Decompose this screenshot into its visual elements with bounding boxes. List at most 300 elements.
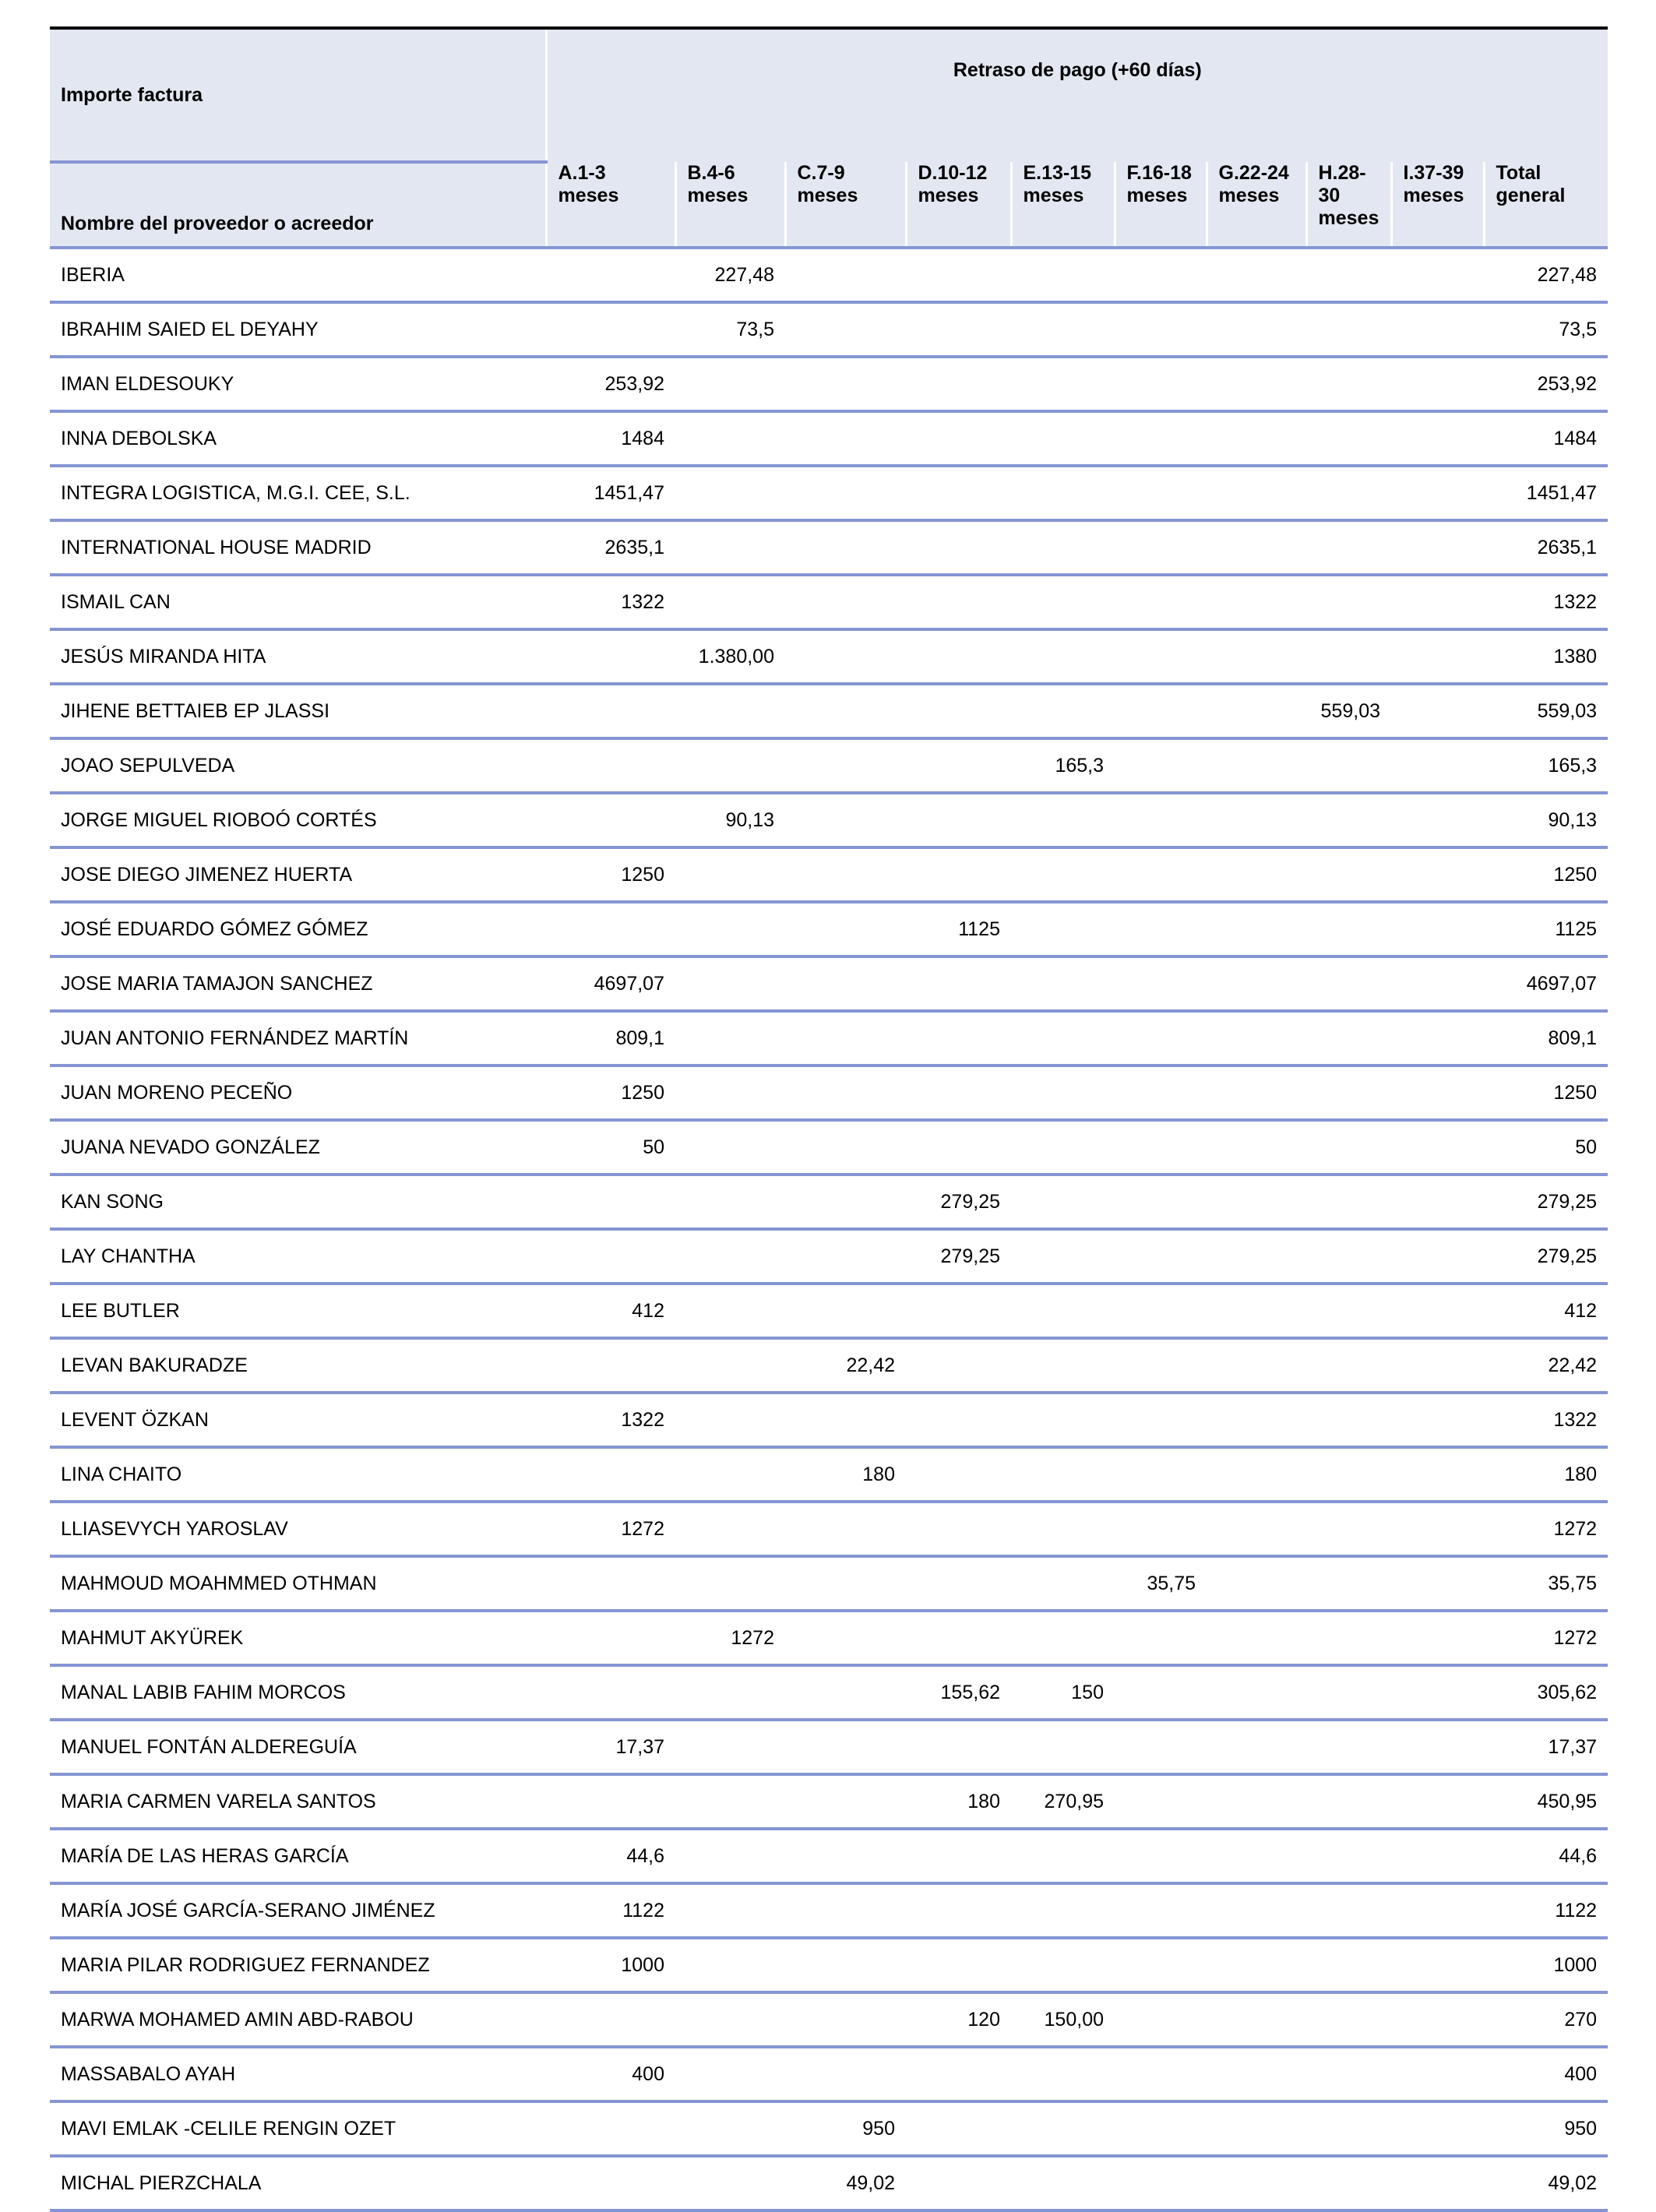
- amount-cell: [675, 575, 785, 629]
- amount-cell: 559,03: [1484, 684, 1608, 738]
- table-row: [50, 520, 1608, 575]
- amount-cell: [675, 1393, 785, 1447]
- amount-cell: [1115, 302, 1207, 357]
- amount-cell: [1306, 1774, 1391, 1829]
- table-row: [50, 738, 1608, 793]
- amount-cell: 279,25: [1484, 1229, 1608, 1284]
- amount-cell: [1115, 520, 1207, 575]
- amount-cell: [675, 1720, 785, 1774]
- table-row: [50, 1393, 1608, 1447]
- amount-cell: [1306, 1011, 1391, 1065]
- amount-cell: [1207, 1556, 1306, 1611]
- amount-cell: [906, 738, 1011, 793]
- amount-cell: [1115, 684, 1207, 738]
- amount-cell: [785, 847, 906, 902]
- column-header-line: meses: [1126, 185, 1188, 206]
- amount-cell: [1391, 956, 1484, 1011]
- amount-cell: [1391, 847, 1484, 902]
- table-row: [50, 1992, 1608, 2047]
- amount-cell: [906, 466, 1011, 520]
- amount-cell: [1306, 1992, 1391, 2047]
- column-header: [1306, 162, 1391, 248]
- column-header-line: C.7-9: [797, 162, 845, 184]
- supplier-name-cell: MARÍA DE LAS HERAS GARCÍA: [50, 1829, 546, 1883]
- amount-cell: 1250: [546, 847, 675, 902]
- amount-cell: [785, 2047, 906, 2101]
- table-row: [50, 2047, 1608, 2101]
- amount-cell: [1115, 466, 1207, 520]
- amount-cell: [1207, 902, 1306, 956]
- table-row: [50, 1065, 1608, 1120]
- proveedor-header: Nombre del proveedor o acreedor: [50, 162, 546, 248]
- amount-cell: [1115, 629, 1207, 684]
- amount-cell: [1306, 1338, 1391, 1393]
- amount-cell: [1011, 1556, 1115, 1611]
- amount-cell: 90,13: [675, 793, 785, 847]
- amount-cell: [1011, 1611, 1115, 1665]
- amount-cell: [1391, 684, 1484, 738]
- amount-cell: [675, 956, 785, 1011]
- amount-cell: 17,37: [546, 1720, 675, 1774]
- amount-cell: [675, 684, 785, 738]
- amount-cell: [785, 1665, 906, 1720]
- amount-cell: [1115, 1611, 1207, 1665]
- amount-cell: [1306, 1938, 1391, 1992]
- amount-cell: [1011, 956, 1115, 1011]
- amount-cell: [785, 1011, 906, 1065]
- amount-cell: [675, 1229, 785, 1284]
- amount-cell: 1250: [1484, 847, 1608, 902]
- column-header-line: 30: [1318, 185, 1341, 206]
- amount-cell: [1207, 357, 1306, 411]
- amount-cell: [546, 1556, 675, 1611]
- column-header-line: F.16-18: [1126, 162, 1192, 184]
- amount-cell: [1115, 1502, 1207, 1556]
- amount-cell: [1115, 1065, 1207, 1120]
- amount-cell: [1207, 2047, 1306, 2101]
- amount-cell: [1306, 847, 1391, 902]
- supplier-name-cell: IMAN ELDESOUKY: [50, 357, 546, 411]
- amount-cell: [1391, 302, 1484, 357]
- amount-cell: [1115, 1720, 1207, 1774]
- amount-cell: 279,25: [1484, 1175, 1608, 1229]
- amount-cell: [1306, 956, 1391, 1011]
- amount-cell: [546, 2156, 675, 2210]
- column-header-line: meses: [1023, 185, 1084, 206]
- amount-cell: [785, 1611, 906, 1665]
- amount-cell: [1391, 629, 1484, 684]
- amount-cell: [1306, 575, 1391, 629]
- amount-cell: [1207, 1665, 1306, 1720]
- supplier-name-cell: JOSÉ EDUARDO GÓMEZ GÓMEZ: [50, 902, 546, 956]
- table-row: [50, 1556, 1608, 1611]
- amount-cell: 1.380,00: [675, 629, 785, 684]
- amount-cell: [1207, 520, 1306, 575]
- amount-cell: [1207, 1229, 1306, 1284]
- table-row: [50, 466, 1608, 520]
- amount-cell: [546, 1338, 675, 1393]
- column-header-line: Total: [1496, 162, 1541, 184]
- amount-cell: [1115, 1883, 1207, 1938]
- amount-cell: [1115, 902, 1207, 956]
- amount-cell: 253,92: [1484, 357, 1608, 411]
- amount-cell: 559,03: [1306, 684, 1391, 738]
- table-row: [50, 956, 1608, 1011]
- header-row-columns: [50, 162, 1608, 248]
- table-row: [50, 1175, 1608, 1229]
- amount-cell: [1306, 1175, 1391, 1229]
- amount-cell: [906, 357, 1011, 411]
- amount-cell: [675, 1338, 785, 1393]
- amount-cell: [1207, 248, 1306, 302]
- column-header: [1115, 162, 1207, 248]
- amount-cell: 4697,07: [546, 956, 675, 1011]
- amount-cell: [1391, 1829, 1484, 1883]
- amount-cell: 1125: [1484, 902, 1608, 956]
- amount-cell: [785, 1502, 906, 1556]
- supplier-name-cell: LAY CHANTHA: [50, 1229, 546, 1284]
- amount-cell: [1391, 2156, 1484, 2210]
- amount-cell: 1484: [1484, 411, 1608, 466]
- amount-cell: [1011, 1120, 1115, 1175]
- amount-cell: [1306, 2101, 1391, 2156]
- amount-cell: 1484: [546, 411, 675, 466]
- retraso-pago-header: Retraso de pago (+60 días): [546, 30, 1608, 162]
- column-header-line: meses: [1318, 207, 1379, 229]
- amount-cell: [1011, 1229, 1115, 1284]
- amount-cell: [906, 520, 1011, 575]
- amount-cell: [1011, 1720, 1115, 1774]
- amount-cell: [1207, 793, 1306, 847]
- amount-cell: [906, 1011, 1011, 1065]
- amount-cell: 412: [1484, 1284, 1608, 1338]
- amount-cell: 44,6: [1484, 1829, 1608, 1883]
- supplier-name-cell: JORGE MIGUEL RIOBOÓ CORTÉS: [50, 793, 546, 847]
- amount-cell: [1207, 411, 1306, 466]
- supplier-name-cell: JUANA NEVADO GONZÁLEZ: [50, 1120, 546, 1175]
- amount-cell: [906, 1720, 1011, 1774]
- supplier-name-cell: MAVI EMLAK -CELILE RENGIN OZET: [50, 2101, 546, 2156]
- amount-cell: [675, 1175, 785, 1229]
- invoice-delay-table: [50, 30, 1608, 2212]
- amount-cell: [1207, 1883, 1306, 1938]
- amount-cell: [1115, 1011, 1207, 1065]
- table-row: [50, 1611, 1608, 1665]
- amount-cell: [785, 302, 906, 357]
- amount-cell: [1207, 302, 1306, 357]
- amount-cell: [1306, 1829, 1391, 1883]
- amount-cell: [546, 738, 675, 793]
- amount-cell: [675, 520, 785, 575]
- amount-cell: [1115, 1665, 1207, 1720]
- amount-cell: [546, 902, 675, 956]
- amount-cell: [785, 684, 906, 738]
- amount-cell: [1391, 248, 1484, 302]
- amount-cell: [1306, 1065, 1391, 1120]
- amount-cell: [675, 1065, 785, 1120]
- table-row: [50, 1774, 1608, 1829]
- amount-cell: [785, 902, 906, 956]
- amount-cell: [675, 847, 785, 902]
- amount-cell: [1011, 575, 1115, 629]
- amount-cell: [675, 1556, 785, 1611]
- amount-cell: [1207, 1175, 1306, 1229]
- amount-cell: [906, 2047, 1011, 2101]
- amount-cell: [675, 357, 785, 411]
- amount-cell: 50: [1484, 1120, 1608, 1175]
- column-header-line: D.10-12: [918, 162, 988, 184]
- amount-cell: [1011, 248, 1115, 302]
- supplier-name-cell: LEVENT ÖZKAN: [50, 1393, 546, 1447]
- amount-cell: [1391, 1883, 1484, 1938]
- supplier-name-cell: MICHAL PIERZCHALA: [50, 2156, 546, 2210]
- amount-cell: [785, 1229, 906, 1284]
- amount-cell: 270,95: [1011, 1774, 1115, 1829]
- amount-cell: [1306, 902, 1391, 956]
- table-row: [50, 248, 1608, 302]
- amount-cell: 400: [1484, 2047, 1608, 2101]
- amount-cell: [675, 1992, 785, 2047]
- amount-cell: [785, 466, 906, 520]
- amount-cell: [906, 1447, 1011, 1502]
- table-row: [50, 411, 1608, 466]
- amount-cell: [1011, 1829, 1115, 1883]
- amount-cell: [1115, 2156, 1207, 2210]
- column-header: [1484, 162, 1608, 248]
- amount-cell: [1306, 357, 1391, 411]
- amount-cell: [675, 902, 785, 956]
- amount-cell: [1115, 1774, 1207, 1829]
- amount-cell: [906, 1883, 1011, 1938]
- amount-cell: [1011, 1338, 1115, 1393]
- amount-cell: [546, 1992, 675, 2047]
- amount-cell: [906, 248, 1011, 302]
- amount-cell: [1391, 411, 1484, 466]
- supplier-name-cell: MARIA CARMEN VARELA SANTOS: [50, 1774, 546, 1829]
- column-header-line: I.37-39: [1403, 162, 1464, 184]
- amount-cell: [1207, 956, 1306, 1011]
- amount-cell: [1391, 1774, 1484, 1829]
- column-header: [785, 162, 906, 248]
- amount-cell: [906, 1502, 1011, 1556]
- amount-cell: [546, 302, 675, 357]
- amount-cell: [1391, 1938, 1484, 1992]
- amount-cell: [1115, 1829, 1207, 1883]
- amount-cell: [1207, 1447, 1306, 1502]
- amount-cell: [546, 1447, 675, 1502]
- amount-cell: [1391, 1229, 1484, 1284]
- amount-cell: [1011, 520, 1115, 575]
- amount-cell: 279,25: [906, 1229, 1011, 1284]
- amount-cell: [1306, 1229, 1391, 1284]
- amount-cell: [785, 1720, 906, 1774]
- amount-cell: [675, 1011, 785, 1065]
- amount-cell: [906, 2156, 1011, 2210]
- amount-cell: 1122: [1484, 1883, 1608, 1938]
- amount-cell: [1207, 1065, 1306, 1120]
- amount-cell: [1011, 1393, 1115, 1447]
- amount-cell: [1306, 2047, 1391, 2101]
- table-row: [50, 847, 1608, 902]
- amount-cell: [1115, 1938, 1207, 1992]
- amount-cell: 165,3: [1011, 738, 1115, 793]
- amount-cell: [906, 1611, 1011, 1665]
- amount-cell: [1207, 2156, 1306, 2210]
- amount-cell: [675, 738, 785, 793]
- amount-cell: 279,25: [906, 1175, 1011, 1229]
- amount-cell: 90,13: [1484, 793, 1608, 847]
- column-header-line: E.13-15: [1023, 162, 1092, 184]
- amount-cell: 1272: [546, 1502, 675, 1556]
- amount-cell: [1011, 357, 1115, 411]
- supplier-name-cell: ISMAIL CAN: [50, 575, 546, 629]
- amount-cell: 809,1: [1484, 1011, 1608, 1065]
- amount-cell: 165,3: [1484, 738, 1608, 793]
- amount-cell: [675, 1502, 785, 1556]
- amount-cell: [1207, 1774, 1306, 1829]
- amount-cell: [1207, 1720, 1306, 1774]
- amount-cell: [1115, 1393, 1207, 1447]
- amount-cell: [1391, 1720, 1484, 1774]
- amount-cell: [546, 248, 675, 302]
- amount-cell: [546, 1665, 675, 1720]
- column-header-line: meses: [687, 185, 749, 206]
- amount-cell: [546, 1611, 675, 1665]
- amount-cell: [1391, 1338, 1484, 1393]
- amount-cell: [785, 1393, 906, 1447]
- column-header: [1391, 162, 1484, 248]
- amount-cell: [546, 1774, 675, 1829]
- amount-cell: [785, 1938, 906, 1992]
- amount-cell: [1115, 1447, 1207, 1502]
- amount-cell: [785, 411, 906, 466]
- amount-cell: [1391, 2047, 1484, 2101]
- amount-cell: [1115, 793, 1207, 847]
- amount-cell: [1115, 411, 1207, 466]
- amount-cell: 73,5: [675, 302, 785, 357]
- amount-cell: [1306, 1883, 1391, 1938]
- amount-cell: 150,00: [1011, 1992, 1115, 2047]
- amount-cell: [1011, 411, 1115, 466]
- amount-cell: [906, 1556, 1011, 1611]
- amount-cell: [675, 1665, 785, 1720]
- amount-cell: [1115, 956, 1207, 1011]
- amount-cell: [1207, 738, 1306, 793]
- amount-cell: [1115, 1284, 1207, 1338]
- amount-cell: [1207, 1829, 1306, 1883]
- amount-cell: [1306, 411, 1391, 466]
- amount-cell: [1011, 629, 1115, 684]
- supplier-name-cell: INTEGRA LOGISTICA, M.G.I. CEE, S.L.: [50, 466, 546, 520]
- amount-cell: [1011, 1284, 1115, 1338]
- amount-cell: [1115, 738, 1207, 793]
- amount-cell: [906, 684, 1011, 738]
- amount-cell: [546, 1175, 675, 1229]
- amount-cell: [906, 1393, 1011, 1447]
- amount-cell: 50: [546, 1120, 675, 1175]
- supplier-name-cell: INTERNATIONAL HOUSE MADRID: [50, 520, 546, 575]
- amount-cell: [1391, 1992, 1484, 2047]
- supplier-name-cell: JOAO SEPULVEDA: [50, 738, 546, 793]
- amount-cell: 1000: [546, 1938, 675, 1992]
- amount-cell: [1306, 1611, 1391, 1665]
- amount-cell: [1207, 847, 1306, 902]
- amount-cell: [675, 1120, 785, 1175]
- supplier-name-cell: MARÍA JOSÉ GARCÍA-SERANO JIMÉNEZ: [50, 1883, 546, 1938]
- amount-cell: [785, 738, 906, 793]
- amount-cell: [906, 1829, 1011, 1883]
- table-row: [50, 1011, 1608, 1065]
- amount-cell: 17,37: [1484, 1720, 1608, 1774]
- importe-factura-header: Importe factura: [50, 30, 546, 162]
- amount-cell: 450,95: [1484, 1774, 1608, 1829]
- amount-cell: 270: [1484, 1992, 1608, 2047]
- supplier-name-cell: LEE BUTLER: [50, 1284, 546, 1338]
- amount-cell: [1391, 1175, 1484, 1229]
- table-row: [50, 1938, 1608, 1992]
- supplier-name-cell: KAN SONG: [50, 1175, 546, 1229]
- amount-cell: [675, 466, 785, 520]
- amount-cell: 227,48: [1484, 248, 1608, 302]
- table-row: [50, 1883, 1608, 1938]
- amount-cell: [785, 629, 906, 684]
- amount-cell: [906, 302, 1011, 357]
- table-row: [50, 302, 1608, 357]
- amount-cell: [1306, 738, 1391, 793]
- table-row: [50, 1665, 1608, 1720]
- amount-cell: 1122: [546, 1883, 675, 1938]
- amount-cell: [906, 575, 1011, 629]
- amount-cell: 22,42: [785, 1338, 906, 1393]
- amount-cell: [1115, 1338, 1207, 1393]
- amount-cell: [785, 956, 906, 1011]
- amount-cell: [546, 793, 675, 847]
- amount-cell: [1115, 2101, 1207, 2156]
- amount-cell: [1011, 1175, 1115, 1229]
- amount-cell: [1115, 2047, 1207, 2101]
- amount-cell: [1207, 1011, 1306, 1065]
- supplier-name-cell: JIHENE BETTAIEB EP JLASSI: [50, 684, 546, 738]
- amount-cell: [675, 1938, 785, 1992]
- amount-cell: 1322: [546, 1393, 675, 1447]
- amount-cell: [1115, 357, 1207, 411]
- amount-cell: 1380: [1484, 629, 1608, 684]
- amount-cell: [785, 1175, 906, 1229]
- column-header-line: general: [1496, 185, 1566, 206]
- amount-cell: [1391, 1284, 1484, 1338]
- amount-cell: [1011, 302, 1115, 357]
- amount-cell: [785, 1992, 906, 2047]
- amount-cell: 35,75: [1115, 1556, 1207, 1611]
- amount-cell: 950: [1484, 2101, 1608, 2156]
- table-row: [50, 1447, 1608, 1502]
- amount-cell: [1391, 793, 1484, 847]
- amount-cell: [906, 411, 1011, 466]
- amount-cell: 1000: [1484, 1938, 1608, 1992]
- amount-cell: [1391, 1393, 1484, 1447]
- amount-cell: [1207, 1338, 1306, 1393]
- amount-cell: 1125: [906, 902, 1011, 956]
- supplier-name-cell: JUAN MORENO PECEÑO: [50, 1065, 546, 1120]
- amount-cell: [675, 2047, 785, 2101]
- amount-cell: [1306, 1284, 1391, 1338]
- amount-cell: [1306, 1720, 1391, 1774]
- amount-cell: [785, 1556, 906, 1611]
- amount-cell: [906, 629, 1011, 684]
- table-row: [50, 684, 1608, 738]
- table-row: [50, 2101, 1608, 2156]
- supplier-name-cell: MARIA PILAR RODRIGUEZ FERNANDEZ: [50, 1938, 546, 1992]
